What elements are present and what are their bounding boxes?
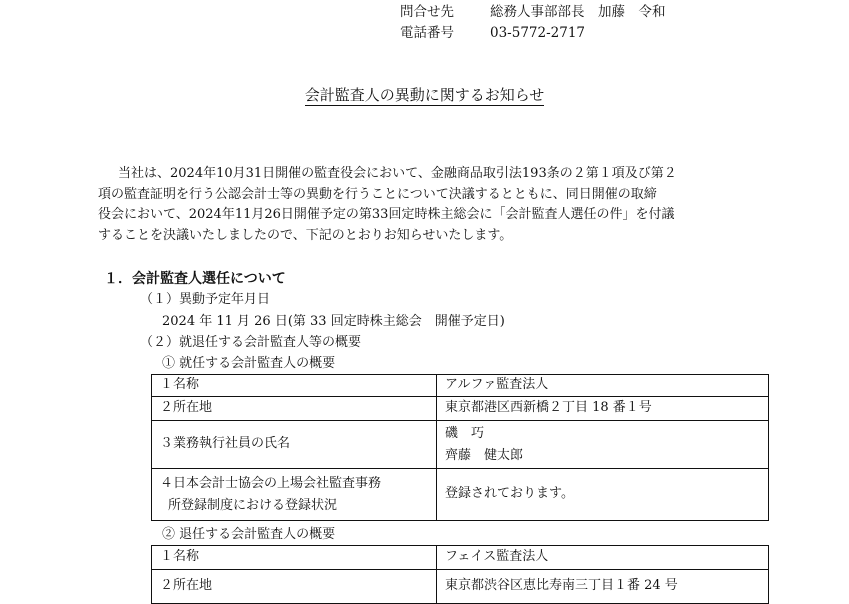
phone-value: 03-5772-2717	[490, 25, 586, 41]
contact-value: 総務人事部部長 加藤 令和	[490, 4, 666, 20]
phone-label: 電話番号	[400, 25, 454, 41]
item1-value: 2024 年 11 月 26 日(第 33 回定時株主総会 開催予定日)	[162, 314, 505, 329]
table-row	[152, 375, 769, 397]
item2-label: （２）就退任する会計監査人等の概要	[140, 335, 362, 350]
outgoing-auditor-table	[151, 545, 769, 604]
body-line: 当社は、2024年10月31日開催の監査役会において、金融商品取引法193条の２第１項及び第２	[118, 166, 677, 181]
contact-label: 問合せ先	[400, 4, 454, 20]
contact-phone-row	[400, 25, 585, 43]
row-key: １名称	[152, 375, 437, 397]
table-row	[152, 469, 769, 521]
row-key: １名称	[152, 546, 437, 570]
section-heading: １．会計監査人選任について	[104, 271, 286, 287]
row-key: ３業務執行社員の氏名	[152, 421, 437, 469]
contact-person-row	[400, 4, 666, 22]
row-key-line: 所登録制度における登録状況	[168, 497, 338, 513]
body-line: 役会において、2024年11月26日開催予定の第33回定時株主総会に「会計監査人選任の件」を付議	[98, 207, 675, 222]
body-line: 項の監査証明を行う公認会計士等の異動を行うことについて決議するとともに、同日開催の取締	[98, 186, 657, 202]
row-value: 登録されております。	[437, 469, 769, 521]
body-line: することを決議いたしましたので、下記のとおりお知らせいたします。	[98, 227, 513, 243]
body-paragraph	[98, 164, 758, 246]
outgoing-caption: ② 退任する会計監査人の概要	[162, 527, 336, 542]
row-key: ２所在地	[152, 397, 437, 421]
item1-label: （１）異動予定年月日	[140, 292, 271, 307]
row-key: ２所在地	[152, 570, 437, 604]
row-value: 東京都港区西新橋２丁目 18 番１号	[437, 397, 769, 421]
row-value	[437, 421, 769, 469]
document-title: 会計監査人の異動に関するお知らせ	[304, 86, 545, 104]
row-value: 東京都渋谷区恵比寿南三丁目１番 24 号	[437, 570, 769, 604]
row-value: フェイス監査法人	[437, 546, 769, 570]
row-key-line: ４日本会計士協会の上場会社監査事務	[160, 475, 382, 491]
row-value: アルファ監査法人	[437, 375, 769, 397]
incoming-auditor-table	[151, 374, 769, 521]
incoming-caption: ① 就任する会計監査人の概要	[162, 356, 336, 371]
partner-name: 磯 巧	[445, 425, 485, 441]
row-key	[152, 469, 437, 521]
partner-name: 齊藤 健太郎	[445, 447, 524, 463]
table-row	[152, 421, 769, 469]
table-row	[152, 570, 769, 604]
table-row	[152, 397, 769, 421]
table-row	[152, 546, 769, 570]
